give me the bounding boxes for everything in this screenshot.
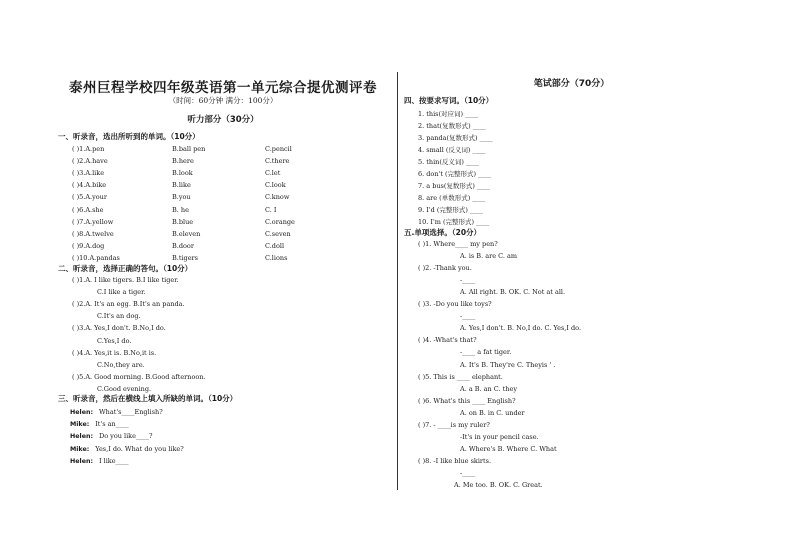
option-text: C.orange — [265, 217, 295, 226]
dialog-line — [70, 445, 184, 453]
option-text: C.let — [265, 169, 281, 178]
question-line: 5. thin(反义词) ____ — [418, 158, 479, 166]
question-line: 9. I'd (完整形式) ____ — [418, 206, 483, 214]
question-line: ( )2.A. It's an egg. B.It's an panda. — [72, 300, 185, 309]
column-divider — [397, 72, 398, 490]
option-text: B. he — [172, 205, 189, 214]
question-line: 4. small (反义词) ____ — [418, 146, 486, 154]
option-text: C. I — [265, 205, 277, 214]
speaker-label: Mike: — [70, 445, 90, 453]
written-part-heading: 笔试部分（70分） — [533, 79, 610, 89]
question-line: A. Where's B. Where C. What — [460, 444, 557, 453]
question-line: 2. that(复数形式) ____ — [418, 122, 486, 130]
question-row — [58, 193, 388, 205]
question-row — [58, 145, 388, 157]
question-line: 7. a bus(复数形式) ____ — [418, 182, 491, 190]
dialog-text: It's an____ — [95, 420, 129, 429]
speaker-label: Helen: — [70, 433, 93, 441]
question-line: A. Me too. B. OK. C. Great. — [454, 481, 543, 489]
option-text: C.look — [265, 181, 286, 190]
question-row — [58, 230, 388, 242]
dialog-line — [70, 420, 129, 428]
section-2-heading: 二、听录音，选择正确的答句。（10分） — [58, 264, 193, 273]
speaker-label: Mike: — [70, 421, 90, 429]
question-line: A. All right. B. OK. C. Not at all. — [460, 288, 566, 297]
question-line: 10. I'm (完整形式) ____ — [418, 218, 490, 226]
question-line: C.Good evening. — [97, 384, 152, 393]
dialog-line — [70, 408, 163, 416]
option-text: C.know — [265, 193, 290, 202]
question-row — [58, 218, 388, 230]
question-line: ( )8. -I like blue skirts. — [418, 456, 492, 465]
option-text: B.tigers — [172, 253, 198, 262]
option-text: B.you — [172, 193, 191, 202]
question-line: 3. panda(复数形式) ____ — [418, 134, 493, 142]
question-line: -____ — [460, 276, 476, 285]
question-line: A. is B. are C. am — [460, 252, 518, 261]
question-line: C.It's an dog. — [97, 312, 141, 321]
question-line: -____ a fat tiger. — [460, 348, 512, 357]
question-row — [58, 206, 388, 218]
question-line: A. a B. an C. they — [460, 384, 517, 393]
option-text: ( )1.A.pen — [72, 145, 105, 153]
option-text: ( )5.A.your — [72, 193, 107, 202]
option-text: C.there — [265, 157, 290, 166]
question-line: A. It's B. They're C. Theyis ' . — [460, 360, 556, 369]
section-4-heading: 四、按要求写词。（10分） — [404, 96, 494, 105]
question-line: A. Yes,I don't. B. No,I do. C. Yes,I do. — [460, 324, 582, 333]
question-line: -____ — [460, 312, 476, 321]
option-text: ( )10.A.pandas — [72, 253, 120, 262]
question-line: -____ — [460, 468, 476, 477]
dialog-line — [70, 457, 129, 465]
option-text: B.ball pen — [172, 145, 206, 153]
option-text: B.door — [172, 241, 194, 250]
option-text: C.lions — [265, 253, 288, 262]
option-text: C.doll — [265, 241, 285, 250]
option-text: B.blue — [172, 217, 194, 226]
option-text: C.seven — [265, 229, 291, 238]
option-text: ( )7.A.yellow — [72, 217, 114, 226]
section-5-heading: 五.单项选择。（20分） — [404, 228, 482, 237]
option-text: ( )6.A.she — [72, 205, 104, 214]
option-text: B.eleven — [172, 229, 201, 238]
option-text: ( )2.A.have — [72, 157, 108, 166]
question-line: ( )1.A. I like tigers. B.I like tiger. — [72, 276, 179, 284]
question-row — [58, 242, 388, 254]
page-title: 泰州巨程学校四年级英语第一单元综合提优测评卷 — [69, 80, 377, 96]
question-line: ( )2. -Thank you. — [418, 264, 472, 273]
question-row — [58, 181, 388, 193]
question-row — [58, 157, 388, 169]
speaker-label: Helen: — [70, 457, 93, 465]
question-row — [58, 169, 388, 181]
question-line: ( )1. Where____ my pen? — [418, 240, 498, 248]
speaker-label: Helen: — [70, 409, 93, 416]
option-text: ( )4.A.bike — [72, 181, 107, 190]
section-3-heading: 三、听录音，然后在横线上填入所缺的单词。（10分） — [58, 394, 238, 403]
option-text: B.look — [172, 169, 193, 178]
question-line: ( )5.A. Good morning. B.Good afternoon. — [72, 372, 206, 381]
question-line: -It's in your pencil case. — [460, 432, 539, 441]
dialog-text: Yes,I do. What do you like? — [95, 444, 184, 453]
section-1-heading: 一、听录音，选出所听到的单词。（10分） — [58, 132, 200, 141]
question-line: C.I like a tiger. — [97, 288, 146, 297]
option-text: B.here — [172, 157, 194, 166]
question-line: 6. don't (完整形式) ____ — [418, 170, 492, 178]
listening-part-heading: 听力部分（30分） — [187, 115, 259, 125]
option-text: ( )9.A.dog — [72, 241, 105, 250]
dialog-text: I like____ — [98, 456, 129, 465]
dialog-text: What's____English? — [98, 408, 163, 416]
question-line: A. on B. in C. under — [460, 408, 525, 417]
question-line: C.No,they are. — [97, 360, 145, 369]
question-line: C.Yes,I do. — [97, 336, 132, 345]
question-line: ( )7. - ____is my ruler? — [418, 420, 490, 429]
option-text: B.like — [172, 181, 191, 190]
question-line: 1. this(对应词) ____ — [418, 110, 479, 118]
dialog-line — [70, 432, 152, 440]
option-text: C.pencil — [265, 145, 292, 153]
page-subtitle: （时间：60分钟 满分：100分） — [168, 96, 278, 105]
question-line: ( )3. -Do you like toys? — [418, 300, 492, 309]
option-text: ( )8.A.twelve — [72, 229, 114, 238]
question-line: ( )4. -What's that? — [418, 336, 477, 345]
question-line: ( )6. What's this ____ English? — [418, 396, 516, 405]
dialog-text: Do you like____? — [98, 432, 153, 441]
question-line: ( )3.A. Yes,I don't. B.No,I do. — [72, 324, 166, 333]
question-line: 8. are (单数形式) ____ — [418, 194, 486, 202]
question-line: ( )4.A. Yes,it is. B.No,it is. — [72, 348, 157, 357]
option-text: ( )3.A.like — [72, 169, 105, 178]
question-line: ( )5. This is ____ elephant. — [418, 372, 503, 381]
